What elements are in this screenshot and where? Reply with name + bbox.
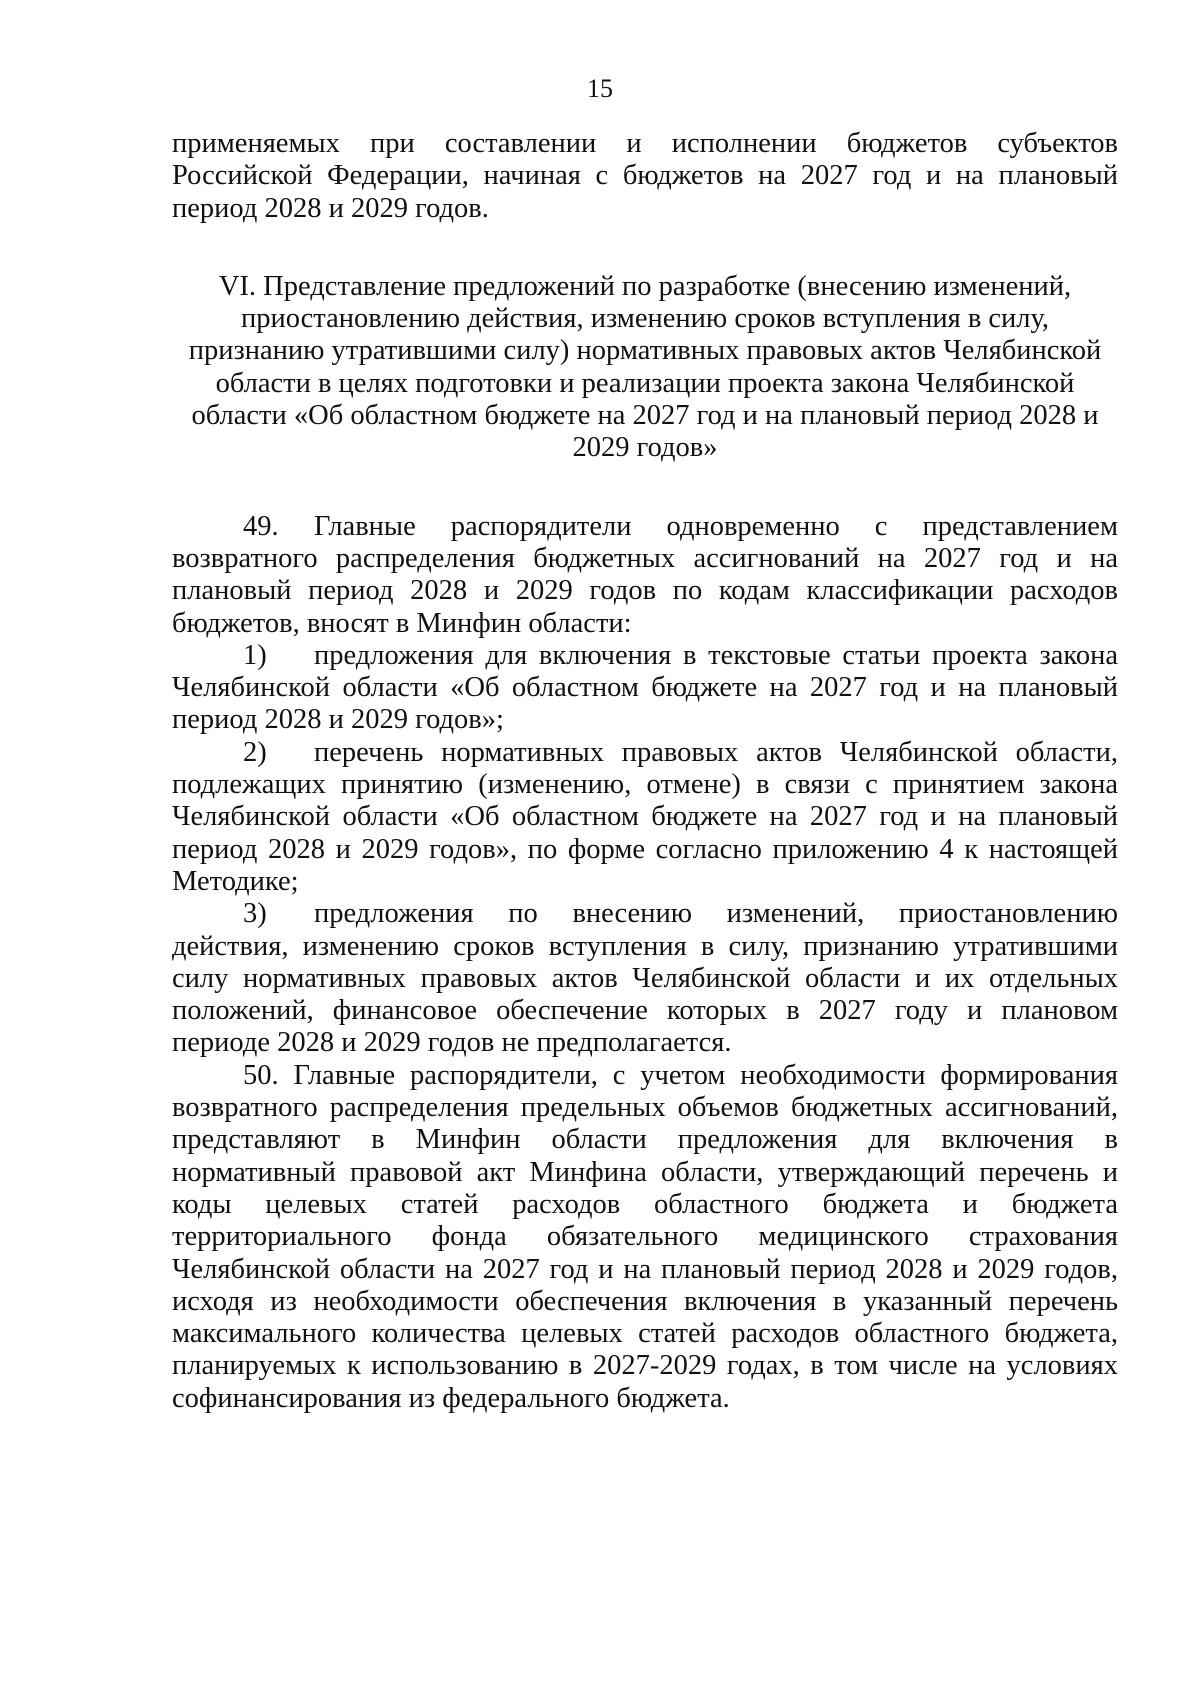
section-heading-line: области «Об областном бюджете на 2027 год и на плановый период 2028 и	[191, 400, 1099, 432]
subitem-text: перечень нормативных правовых актов Челябинской области, подлежащих принятию (изменению, отмене) в связи с принятием закона Челябинской области «Об областном бюджете на 2027 год и на плановый период 2028 и 2029 годов», по форме согласно приложению 4 к настоящей Методике;	[172, 736, 1118, 897]
subitem-number: 3)	[243, 898, 267, 930]
page-number: 15	[587, 74, 613, 103]
paragraph-text: Главные распорядители одновременно с представлением возвратного распределения бюджетных ассигнований на 2027 год и на плановый период 2028 и 2029 годов по кодам классификации расходов бюджетов, вносят в Минфин области:	[172, 510, 1118, 639]
paragraph-50: 50. Главные распорядители, с учетом необходимости формирования возвратного распределения предельных объемов бюджетных ассигнований, представляют в Минфин области предложения для включения в нормативный правовой акт Минфина области, утверждающий перечень и коды целевых статей расходов областного бюджета и бюджета территориального фонда обязательного медицинского страхования Челябинской области на 2027 год и на плановый период 2028 и 2029 годов, исходя из необходимости обеспечения включения в указанный перечень максимального количества целевых статей расходов областного бюджета, планируемых к использованию в 2027-2029 годах, в том числе на условиях софинансирования из федерального бюджета.	[172, 1059, 1118, 1414]
subitem-number: 2)	[243, 736, 267, 768]
subitem-number: 1)	[243, 639, 267, 671]
section-heading-line: признанию утратившими силу) нормативных правовых актов Челябинской	[188, 335, 1102, 367]
document-body	[172, 128, 1118, 1415]
section-heading-line: приостановлению действия, изменению сроков вступления в силу,	[240, 303, 1050, 335]
paragraph-number: 49.	[243, 510, 279, 542]
subitem-text: предложения по внесению изменений, приостановлению действия, изменению сроков вступления в силу, признанию утратившими силу нормативных правовых актов Челябинской области и их отдельных положений, финансовое обеспечение которых в 2027 году и плановом периоде 2028 и 2029 годов не предполагается.	[172, 898, 1118, 1059]
section-heading-line: области в целях подготовки и реализации проекта закона Челябинской	[215, 367, 1075, 399]
subitem-text: предложения для включения в текстовые статьи проекта закона Челябинской области «Об областном бюджете на 2027 год и на плановый период 2028 и 2029 годов»;	[172, 639, 1118, 736]
section-heading	[172, 271, 1118, 465]
section-heading-line: VI. Представление предложений по разработке (внесению изменений,	[218, 270, 1072, 302]
intro-paragraph: применяемых при составлении и исполнении бюджетов субъектов Российской Федерации, начиная с бюджетов на 2027 год и на плановый период 2028 и 2029 годов.	[172, 128, 1118, 224]
subitem-1	[172, 640, 1118, 737]
subitem-3	[172, 898, 1118, 1059]
section-heading-line: 2029 годов»	[572, 432, 718, 464]
paragraph-49	[172, 511, 1118, 640]
subitem-2	[172, 737, 1118, 898]
